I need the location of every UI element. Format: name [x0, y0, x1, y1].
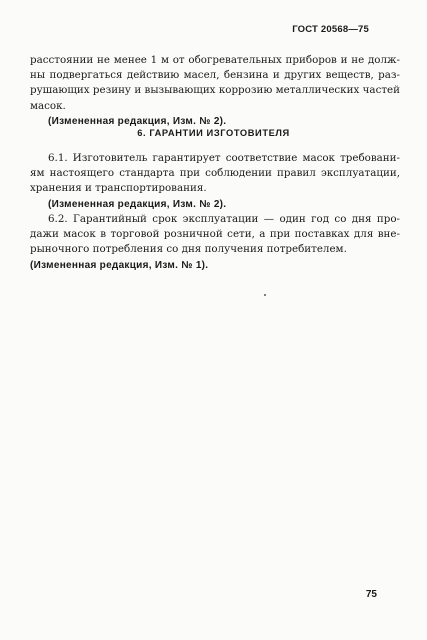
amendment-note: (Измененная редакция, Изм. № 2).	[48, 198, 227, 210]
clause-6-2	[30, 212, 400, 273]
paragraph-line: расстоянии не менее 1 м от обогревательных приборов и не долж-	[30, 54, 400, 66]
page-number: 75	[365, 589, 377, 600]
clause-line: 6.1. Изготовитель гарантирует соответствие масок требовани-	[48, 152, 400, 164]
amendment-note: (Измененная редакция, Изм. № 2).	[48, 115, 227, 127]
paragraph-line: масок.	[30, 99, 66, 112]
standard-code-header: ГОСТ 20568—75	[292, 24, 369, 35]
paragraph-line: рушающих резину и вызывающих коррозию металлических частей	[30, 84, 400, 97]
scan-speck	[264, 294, 266, 296]
clause-6-1	[30, 151, 400, 212]
paragraph-line: ны подвергаться действию масел, бензина и других веществ, раз-	[30, 69, 400, 82]
clause-line: хранения и транспортирования.	[30, 182, 207, 195]
section-title: 6. ГАРАНТИИ ИЗГОТОВИТЕЛЯ	[137, 128, 290, 138]
clause-line: дажи масок в торговой розничной сети, а при поставках для вне-	[30, 228, 400, 241]
clause-line: ям настоящего стандарта при соблюдении правил эксплуатации,	[30, 167, 400, 180]
top-paragraph	[30, 53, 400, 129]
clause-line: рыночного потребления со дня получения потребителем.	[30, 243, 347, 256]
clause-line: 6.2. Гарантийный срок эксплуатации — один год со дня про-	[48, 213, 400, 225]
amendment-note: (Измененная редакция, Изм. № 1).	[30, 259, 209, 271]
